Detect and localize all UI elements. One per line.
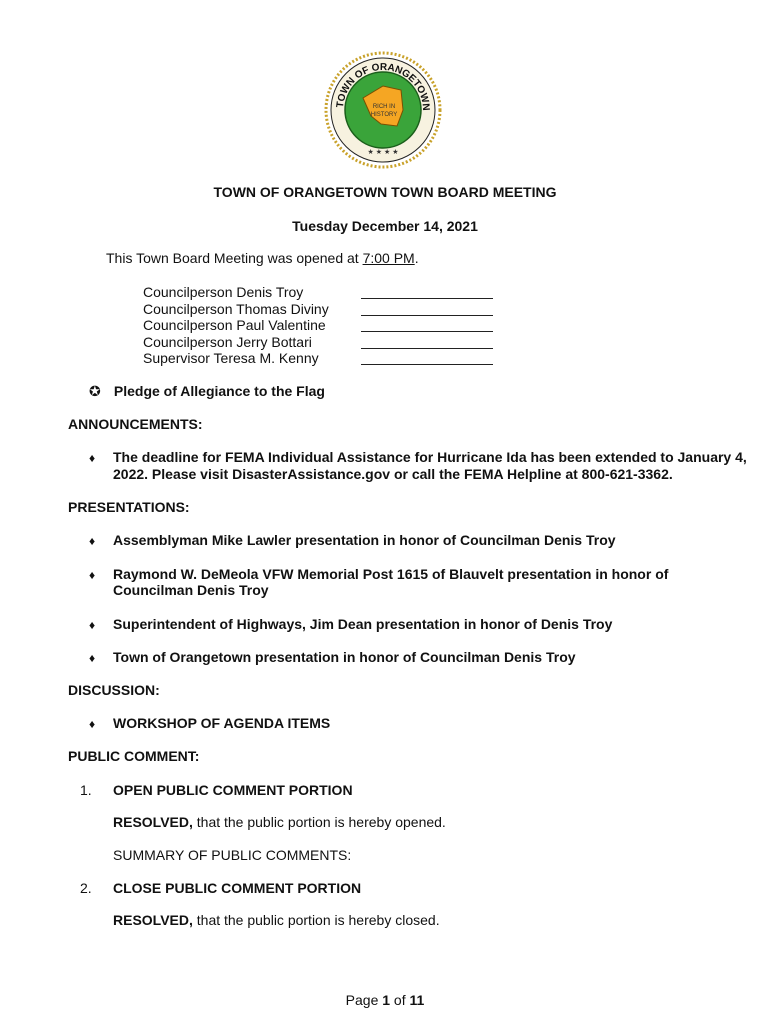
presentation-item: Assemblyman Mike Lawler presentation in honor of Councilman Denis Troy bbox=[113, 532, 616, 548]
bullet-diamond-icon: ♦ bbox=[89, 618, 96, 632]
close-resolution bbox=[113, 912, 440, 928]
roll-call-name: Councilperson Jerry Bottari bbox=[143, 333, 312, 350]
opening-statement bbox=[106, 250, 419, 266]
seal-ring-text: TOWN OF ORANGETOWN bbox=[334, 61, 432, 112]
announcements-heading: ANNOUNCEMENTS: bbox=[68, 416, 203, 432]
pledge-line bbox=[89, 383, 325, 400]
open-public-comment-title: OPEN PUBLIC COMMENT PORTION bbox=[113, 782, 353, 798]
resolved-label: RESOLVED, bbox=[113, 912, 193, 928]
opening-time: 7:00 PM bbox=[362, 250, 415, 266]
bullet-diamond-icon: ♦ bbox=[89, 534, 96, 548]
opening-prefix: This Town Board Meeting was opened at bbox=[106, 250, 363, 266]
item-number: 2. bbox=[80, 880, 92, 896]
bullet-diamond-icon: ♦ bbox=[89, 717, 96, 731]
seal-motto-line1: RICH IN bbox=[372, 104, 396, 110]
total-pages: 11 bbox=[409, 992, 425, 1008]
seal-motto-line2: HISTORY bbox=[370, 112, 398, 118]
opening-suffix: . bbox=[414, 250, 419, 266]
pledge-text: Pledge of Allegiance to the Flag bbox=[113, 383, 325, 399]
svg-text:★ ★ ★ ★: ★ ★ ★ ★ bbox=[367, 149, 399, 156]
resolved-label: RESOLVED, bbox=[113, 814, 193, 830]
of-word: of bbox=[390, 992, 410, 1008]
presentation-item-line1: Raymond W. DeMeola VFW Memorial Post 1615 of Blauvelt presentation in honor of bbox=[113, 566, 669, 582]
presentation-item: Town of Orangetown presentation in honor of Councilman Denis Troy bbox=[113, 649, 576, 665]
circle-star-icon: ✪ bbox=[89, 383, 101, 399]
signature-blank[interactable] bbox=[361, 352, 493, 365]
discussion-heading: DISCUSSION: bbox=[68, 682, 160, 698]
summary-of-comments: SUMMARY OF PUBLIC COMMENTS: bbox=[113, 847, 352, 863]
signature-blank[interactable] bbox=[361, 336, 493, 349]
presentations-heading: PRESENTATIONS: bbox=[68, 499, 190, 515]
bullet-diamond-icon: ♦ bbox=[89, 651, 96, 665]
roll-call-name: Councilperson Paul Valentine bbox=[143, 317, 326, 333]
discussion-item: WORKSHOP OF AGENDA ITEMS bbox=[113, 715, 331, 731]
page-number-footer bbox=[0, 992, 770, 1008]
roll-call-blanks bbox=[361, 286, 493, 369]
page-word: Page bbox=[345, 992, 383, 1008]
roll-call-name: Supervisor Teresa M. Kenny bbox=[143, 350, 319, 366]
resolution-text: that the public portion is hereby closed. bbox=[192, 912, 440, 928]
signature-blank[interactable] bbox=[361, 303, 493, 316]
open-resolution bbox=[113, 814, 446, 830]
roll-call-name: Councilperson Thomas Diviny bbox=[143, 300, 329, 317]
signature-blank[interactable] bbox=[361, 286, 493, 299]
announcement-item-line2: 2022. Please visit DisasterAssistance.gov or call the FEMA Helpline at 800-621-3362. bbox=[113, 466, 673, 482]
presentation-item: Superintendent of Highways, Jim Dean presentation in honor of Denis Troy bbox=[113, 616, 613, 632]
town-seal-logo bbox=[323, 50, 443, 170]
current-page: 1 bbox=[382, 992, 391, 1008]
item-number: 1. bbox=[80, 782, 92, 798]
public-comment-heading: PUBLIC COMMENT: bbox=[68, 748, 200, 764]
bullet-diamond-icon: ♦ bbox=[89, 568, 96, 582]
roll-call-name: Councilperson Denis Troy bbox=[143, 284, 304, 300]
meeting-title: TOWN OF ORANGETOWN TOWN BOARD MEETING bbox=[213, 184, 557, 200]
announcement-item-line1: The deadline for FEMA Individual Assistance for Hurricane Ida has been extended to January 4, bbox=[113, 449, 747, 465]
close-public-comment-title: CLOSE PUBLIC COMMENT PORTION bbox=[113, 880, 362, 896]
resolution-text: that the public portion is hereby opened. bbox=[192, 814, 446, 830]
roll-call-names bbox=[143, 284, 329, 367]
meeting-date: Tuesday December 14, 2021 bbox=[292, 218, 478, 234]
bullet-diamond-icon: ♦ bbox=[89, 451, 96, 465]
presentation-item-line2: Councilman Denis Troy bbox=[113, 582, 269, 598]
signature-blank[interactable] bbox=[361, 319, 493, 332]
